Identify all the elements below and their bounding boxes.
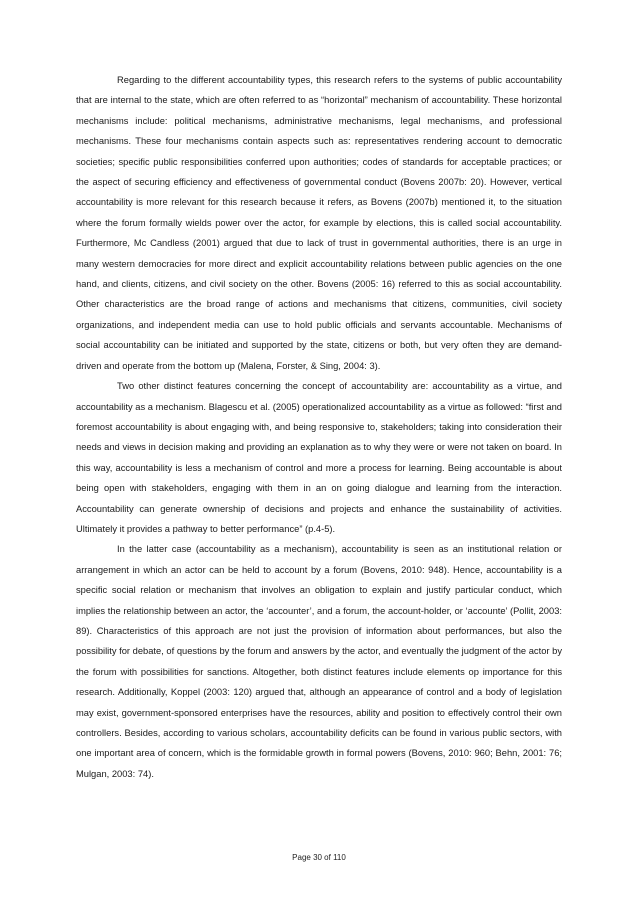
paragraph-1: Regarding to the different accountability types, this research refers to the systems of public accountability that are internal to the state, which are often referred to as “horizontal” mechanism of accountability. These horizontal mechanisms include: political mechanisms, administrative mechanisms, legal mechanisms, and professional mechanisms. These four mechanisms contain aspects such as: representatives rendering account to democratic societies; specific public responsibilities conferred upon authorities; codes of standards for acceptable practices; or the aspect of securing efficiency and effectiveness of governmental conduct (Bovens 2007b: 20). However, vertical accountability is more relevant for this research because it refers, as Bovens (2007b) mentioned it, to the situation where the forum formally wields power over the actor, for example by elections, this is called social accountability. Furthermore, Mc Candless (2001) argued that due to lack of trust in governmental authorities, there is an urge in many western democracies for more direct and explicit accountability relations between public agencies on the one hand, and clients, citizens, and civil society on the other. Bovens (2005: 16) referred to this as social accountability. Other characteristics are the broad range of actions and mechanisms that citizens, communities, civil society organizations, and independent media can use to hold public officials and servants accountable. Mechanisms of social accountability can be initiated and supported by the state, citizens or both, but very often they are demand-driven and operate from the bottom up (Malena, Forster, & Sing, 2004: 3). <box>76 75 562 371</box>
page-number-footer: Page 30 of 110 <box>292 853 346 862</box>
body-text <box>76 70 562 784</box>
paragraph-2: Two other distinct features concerning the concept of accountability are: accountability as a virtue, and accountability as a mechanism. Blagescu et al. (2005) operationalized accountability as a virtue as followed: “first and foremost accountability is about engaging with, and being responsive to, stakeholders; taking into consideration their needs and views in decision making and providing an explanation as to why they were or were not taken on board. In this way, accountability is less a mechanism of control and more a process for learning. Being accountable is about being open with stakeholders, engaging with them in an on going dialogue and learning from the interaction. Accountability can generate ownership of decisions and projects and enhance the sustainability of activities. Ultimately it provides a pathway to better performance” (p.4-5). <box>76 381 562 534</box>
paragraph-3: In the latter case (accountability as a mechanism), accountability is seen as an institutional relation or arrangement in which an actor can be held to account by a forum (Bovens, 2010: 948). Hence, accountability is a specific social relation or mechanism that involves an obligation to explain and justify particular conduct, which implies the relationship between an actor, the ‘accounter’, and a forum, the account-holder, or ‘accounte’ (Pollit, 2003: 89). Characteristics of this approach are not just the provision of information about performances, but also the possibility for debate, of questions by the forum and answers by the actor, and eventually the judgment of the actor by the forum with possibilities for sanctions. Altogether, both distinct features include elements op importance for this research. Additionally, Koppel (2003: 120) argued that, although an appearance of control and a body of legislation may exist, government-sponsored enterprises have the resources, ability and position to effectively control their own controllers. Besides, according to various scholars, accountability deficits can be found in various public sectors, with one important area of concern, which is the formidable growth in formal powers (Bovens, 2010: 960; Behn, 2001: 76; Mulgan, 2003: 74). <box>76 544 562 779</box>
